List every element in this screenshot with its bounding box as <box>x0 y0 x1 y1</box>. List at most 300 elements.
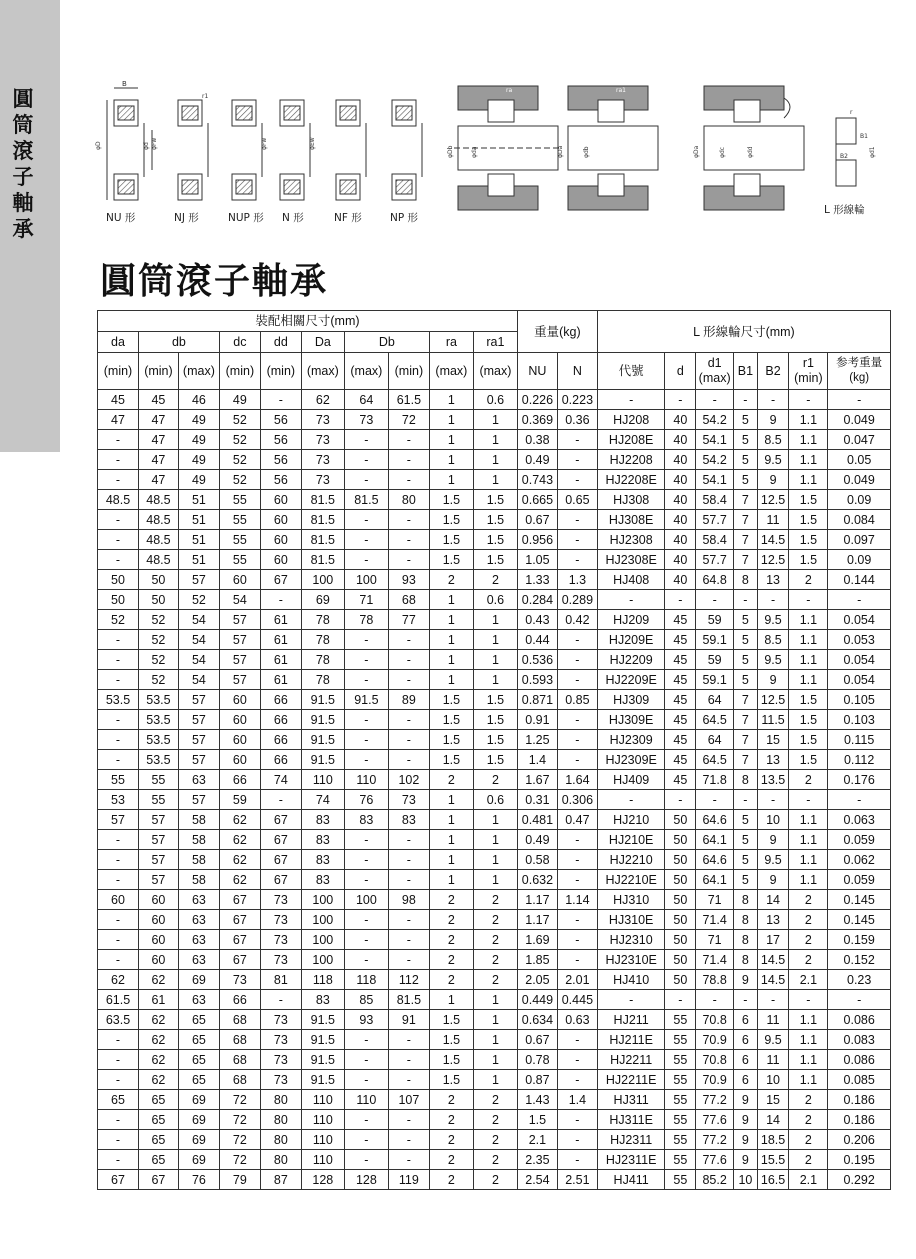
table-cell: 66 <box>260 710 301 730</box>
table-cell: 1.5 <box>429 750 473 770</box>
table-cell: - <box>757 390 789 410</box>
table-row <box>98 530 891 550</box>
table-cell: - <box>557 1110 597 1130</box>
table-cell: 57 <box>178 570 219 590</box>
table-cell: 0.085 <box>828 1070 891 1090</box>
table-cell: 54 <box>178 630 219 650</box>
table-cell: 60 <box>260 550 301 570</box>
table-cell: - <box>789 990 828 1010</box>
table-cell: 2.54 <box>517 1170 557 1190</box>
table-cell: 1.1 <box>789 1070 828 1090</box>
table-cell: 67 <box>260 570 301 590</box>
table-cell: 64.5 <box>696 710 734 730</box>
table-cell: 1.5 <box>517 1110 557 1130</box>
table-cell: 65 <box>178 1070 219 1090</box>
table-row <box>98 630 891 650</box>
table-cell: 1.5 <box>429 510 473 530</box>
table-cell: 1.5 <box>429 1050 473 1070</box>
table-cell: 60 <box>219 730 260 750</box>
table-cell: 93 <box>388 570 429 590</box>
table-cell: 58.4 <box>696 530 734 550</box>
table-cell: - <box>388 930 429 950</box>
table-cell: - <box>344 650 388 670</box>
label-d1: φd1 <box>869 146 876 158</box>
table-cell: 72 <box>388 410 429 430</box>
table-cell: - <box>665 590 696 610</box>
table-cell: 69 <box>178 1090 219 1110</box>
table-cell: - <box>557 670 597 690</box>
table-cell: 13 <box>757 750 789 770</box>
table-cell: 1.67 <box>517 770 557 790</box>
table-cell: 110 <box>301 1090 344 1110</box>
table-cell: 83 <box>301 830 344 850</box>
table-cell: 56 <box>260 410 301 430</box>
caption-nf: NF 形 <box>334 212 362 224</box>
table-cell: 71.8 <box>696 770 734 790</box>
table-cell: 81.5 <box>301 510 344 530</box>
table-cell: - <box>98 470 139 490</box>
table-cell: 62 <box>138 1030 178 1050</box>
table-cell: HJ2311E <box>597 1150 665 1170</box>
table-cell: 1.5 <box>429 1030 473 1050</box>
table-cell: 1.5 <box>429 530 473 550</box>
table-cell: HJ2308 <box>597 530 665 550</box>
table-cell: 78.8 <box>696 970 734 990</box>
table-cell: 100 <box>301 910 344 930</box>
table-cell: 0.223 <box>557 390 597 410</box>
table-cell: - <box>696 590 734 610</box>
table-cell: HJ2209 <box>597 650 665 670</box>
table-cell: 1 <box>429 430 473 450</box>
table-cell: 69 <box>301 590 344 610</box>
table-cell: 7 <box>734 690 758 710</box>
table-cell: - <box>597 790 665 810</box>
table-row <box>98 870 891 890</box>
table-cell: HJ411 <box>597 1170 665 1190</box>
table-cell: 50 <box>665 970 696 990</box>
table-cell: 9 <box>757 830 789 850</box>
label-db: φdb <box>583 146 590 158</box>
table-row <box>98 650 891 670</box>
label-Da-2: φDa <box>693 145 700 158</box>
table-cell: 112 <box>388 970 429 990</box>
table-cell: 8 <box>734 930 758 950</box>
table-cell: 85.2 <box>696 1170 734 1190</box>
table-cell: 58 <box>178 830 219 850</box>
table-cell: 1 <box>429 590 473 610</box>
table-cell: 76 <box>344 790 388 810</box>
table-cell: 1 <box>429 990 473 1010</box>
table-cell: 54 <box>178 610 219 630</box>
table-cell: 0.536 <box>517 650 557 670</box>
table-cell: - <box>344 710 388 730</box>
table-cell: 0.956 <box>517 530 557 550</box>
table-cell: 0.306 <box>557 790 597 810</box>
table-cell: 54.2 <box>696 450 734 470</box>
table-cell: 8 <box>734 570 758 590</box>
table-cell: 81 <box>260 970 301 990</box>
table-cell: - <box>344 870 388 890</box>
table-cell: 0.145 <box>828 910 891 930</box>
table-cell: HJ208 <box>597 410 665 430</box>
table-cell: 0.67 <box>517 510 557 530</box>
table-cell: 83 <box>344 810 388 830</box>
table-cell: 2 <box>789 1150 828 1170</box>
table-row <box>98 970 891 990</box>
table-cell: 71.4 <box>696 910 734 930</box>
nj-type-drawing <box>178 100 208 200</box>
table-cell: 81.5 <box>388 990 429 1010</box>
table-cell: HJ408 <box>597 570 665 590</box>
table-cell: - <box>98 830 139 850</box>
table-cell: 57 <box>138 830 178 850</box>
table-cell: 0.292 <box>828 1170 891 1190</box>
limit-max: (max) <box>178 353 219 390</box>
table-cell: - <box>557 930 597 950</box>
table-cell: 2 <box>429 970 473 990</box>
table-cell: 1.5 <box>789 750 828 770</box>
table-cell: 11 <box>757 1010 789 1030</box>
table-cell: 8.5 <box>757 430 789 450</box>
table-cell: 57 <box>98 810 139 830</box>
table-cell: 61 <box>138 990 178 1010</box>
table-cell: - <box>98 910 139 930</box>
table-cell: 45 <box>665 710 696 730</box>
table-cell: 1.5 <box>789 530 828 550</box>
table-cell: 52 <box>138 630 178 650</box>
table-cell: 0.593 <box>517 670 557 690</box>
table-cell: 128 <box>301 1170 344 1190</box>
table-cell: 2 <box>473 910 517 930</box>
table-cell: 8.5 <box>757 630 789 650</box>
page-title: 圓筒滾子軸承 <box>100 261 329 302</box>
col-ref-weight-unit: (kg) <box>849 372 870 384</box>
table-cell: 12.5 <box>757 490 789 510</box>
table-cell: - <box>388 1070 429 1090</box>
table-cell: 1.1 <box>789 450 828 470</box>
table-cell: HJ210E <box>597 830 665 850</box>
table-cell: - <box>260 790 301 810</box>
table-cell: - <box>344 1110 388 1130</box>
table-cell: 80 <box>260 1130 301 1150</box>
table-cell: - <box>344 550 388 570</box>
label-ra1: ra1 <box>616 87 626 94</box>
table-cell: 52 <box>138 670 178 690</box>
table-cell: 14.5 <box>757 530 789 550</box>
table-cell: 1.33 <box>517 570 557 590</box>
table-cell: 9 <box>734 1090 758 1110</box>
table-cell: 1.3 <box>557 570 597 590</box>
table-cell: 0.43 <box>517 610 557 630</box>
table-cell: 0.049 <box>828 470 891 490</box>
table-cell: 5 <box>734 470 758 490</box>
table-cell: 57 <box>219 610 260 630</box>
table-cell: 70.9 <box>696 1070 734 1090</box>
table-cell: - <box>388 470 429 490</box>
table-cell: HJ209E <box>597 630 665 650</box>
table-cell: - <box>388 1030 429 1050</box>
table-row <box>98 1130 891 1150</box>
table-cell: 80 <box>388 490 429 510</box>
table-cell: 53.5 <box>138 690 178 710</box>
col-B1: B1 <box>734 353 758 390</box>
table-cell: 67 <box>260 870 301 890</box>
table-row <box>98 590 891 610</box>
table-cell: 53 <box>98 790 139 810</box>
table-cell: 2 <box>473 570 517 590</box>
table-cell: 77.6 <box>696 1110 734 1130</box>
table-cell: 7 <box>734 710 758 730</box>
table-cell: 1.1 <box>789 1030 828 1050</box>
label-Db: φDb <box>447 145 454 158</box>
table-cell: 119 <box>388 1170 429 1190</box>
table-cell: 67 <box>219 950 260 970</box>
bearing-diagrams <box>92 78 902 228</box>
table-cell: 0.38 <box>517 430 557 450</box>
table-cell: 2 <box>789 890 828 910</box>
table-cell: 55 <box>98 770 139 790</box>
table-cell: - <box>388 830 429 850</box>
table-row <box>98 1170 891 1190</box>
table-cell: 13 <box>757 910 789 930</box>
table-cell: - <box>557 470 597 490</box>
table-cell: 52 <box>219 450 260 470</box>
table-cell: 8 <box>734 910 758 930</box>
table-cell: 63 <box>178 910 219 930</box>
table-cell: 45 <box>138 390 178 410</box>
table-cell: 57.7 <box>696 510 734 530</box>
label-r1: r1 <box>202 93 209 100</box>
table-cell: - <box>98 730 139 750</box>
table-cell: 2 <box>429 1170 473 1190</box>
table-cell: 60 <box>260 490 301 510</box>
table-cell: 64.1 <box>696 870 734 890</box>
table-cell: 50 <box>98 590 139 610</box>
col-N: N <box>557 353 597 390</box>
table-cell: 47 <box>98 410 139 430</box>
table-row <box>98 750 891 770</box>
table-cell: - <box>757 790 789 810</box>
table-cell: HJ2211 <box>597 1050 665 1070</box>
caption-nu: NU 形 <box>106 212 136 224</box>
table-cell: - <box>388 1050 429 1070</box>
table-cell: 48.5 <box>98 490 139 510</box>
col-Da: Da <box>301 332 344 353</box>
table-cell: 45 <box>665 730 696 750</box>
table-row <box>98 890 891 910</box>
table-cell: 65 <box>178 1050 219 1070</box>
table-row <box>98 610 891 630</box>
table-cell: 77 <box>388 610 429 630</box>
table-cell: 0.097 <box>828 530 891 550</box>
table-cell: 63 <box>178 890 219 910</box>
table-cell: - <box>388 530 429 550</box>
table-cell: - <box>388 850 429 870</box>
table-cell: 1 <box>473 810 517 830</box>
table-cell: 0.105 <box>828 690 891 710</box>
col-dc: dc <box>219 332 260 353</box>
table-cell: - <box>98 530 139 550</box>
table-cell: 0.063 <box>828 810 891 830</box>
table-cell: 52 <box>219 430 260 450</box>
table-cell: 60 <box>219 710 260 730</box>
table-cell: 2 <box>473 890 517 910</box>
table-cell: 64.5 <box>696 750 734 770</box>
nf-type-drawing <box>336 100 366 200</box>
table-cell: 0.6 <box>473 790 517 810</box>
table-cell: 1.1 <box>789 1010 828 1030</box>
table-cell: 100 <box>301 950 344 970</box>
table-cell: 61.5 <box>388 390 429 410</box>
table-cell: 57 <box>178 750 219 770</box>
table-row <box>98 710 891 730</box>
label-Ew: φEw <box>309 137 316 150</box>
table-cell: - <box>757 590 789 610</box>
table-cell: - <box>828 990 891 1010</box>
table-cell: 57.7 <box>696 550 734 570</box>
table-row <box>98 770 891 790</box>
table-cell: 1 <box>473 630 517 650</box>
table-cell: 67 <box>219 890 260 910</box>
table-cell: - <box>557 1070 597 1090</box>
table-cell: 2 <box>789 950 828 970</box>
table-cell: 40 <box>665 470 696 490</box>
table-cell: 62 <box>138 1070 178 1090</box>
table-cell: 83 <box>301 870 344 890</box>
table-cell: 5 <box>734 850 758 870</box>
table-cell: 91.5 <box>301 1010 344 1030</box>
table-cell: 1.17 <box>517 890 557 910</box>
table-cell: 54.1 <box>696 470 734 490</box>
table-cell: - <box>344 630 388 650</box>
col-dd: dd <box>260 332 301 353</box>
table-cell: 2 <box>789 1110 828 1130</box>
table-cell: 2 <box>473 1090 517 1110</box>
table-cell: 48.5 <box>138 490 178 510</box>
table-row <box>98 690 891 710</box>
table-cell: HJ310E <box>597 910 665 930</box>
table-cell: 64 <box>696 690 734 710</box>
table-cell: 62 <box>219 870 260 890</box>
table-row <box>98 410 891 430</box>
table-cell: 1.1 <box>789 1050 828 1070</box>
table-cell: 1 <box>429 810 473 830</box>
table-cell: 102 <box>388 770 429 790</box>
table-cell: - <box>388 430 429 450</box>
table-cell: 1.5 <box>789 510 828 530</box>
table-cell: - <box>828 790 891 810</box>
table-cell: 16.5 <box>757 1170 789 1190</box>
table-cell: 57 <box>138 850 178 870</box>
table-cell: 100 <box>301 930 344 950</box>
table-cell: - <box>344 430 388 450</box>
table-cell: 76 <box>178 1170 219 1190</box>
col-ra1: ra1 <box>473 332 517 353</box>
table-cell: 52 <box>138 610 178 630</box>
caption-nj: NJ 形 <box>174 212 199 224</box>
table-cell: 1.5 <box>473 490 517 510</box>
table-cell: 0.103 <box>828 710 891 730</box>
table-cell: 83 <box>388 810 429 830</box>
table-cell: - <box>696 390 734 410</box>
table-cell: 9.5 <box>757 650 789 670</box>
table-cell: 62 <box>219 850 260 870</box>
table-cell: 78 <box>301 610 344 630</box>
table-cell: 73 <box>344 410 388 430</box>
table-cell: 1 <box>473 470 517 490</box>
table-cell: HJ2309 <box>597 730 665 750</box>
table-cell: - <box>98 1070 139 1090</box>
table-cell: 67 <box>219 930 260 950</box>
table-cell: 9 <box>757 670 789 690</box>
table-cell: HJ2210 <box>597 850 665 870</box>
limit-min: (min) <box>219 353 260 390</box>
table-cell: 80 <box>260 1090 301 1110</box>
table-cell: 57 <box>138 870 178 890</box>
table-cell: - <box>98 950 139 970</box>
table-cell: 65 <box>178 1010 219 1030</box>
table-cell: 0.05 <box>828 450 891 470</box>
table-cell: 68 <box>219 1030 260 1050</box>
table-cell: 1 <box>429 830 473 850</box>
table-cell: 1 <box>473 1070 517 1090</box>
table-cell: 110 <box>344 770 388 790</box>
table-cell: 71 <box>696 890 734 910</box>
table-cell: 56 <box>260 450 301 470</box>
table-cell: HJ311E <box>597 1110 665 1130</box>
table-cell: 45 <box>665 670 696 690</box>
table-row <box>98 810 891 830</box>
table-cell: 78 <box>301 630 344 650</box>
table-cell: 65 <box>138 1150 178 1170</box>
table-cell: 1.1 <box>789 850 828 870</box>
table-cell: 65 <box>178 1030 219 1050</box>
table-cell: 64 <box>696 730 734 750</box>
table-cell: 45 <box>665 770 696 790</box>
table-cell: 14 <box>757 1110 789 1130</box>
limit-min: (min) <box>138 353 178 390</box>
table-cell: 60 <box>219 690 260 710</box>
table-cell: 13 <box>757 570 789 590</box>
table-row <box>98 570 891 590</box>
table-cell: 91.5 <box>344 690 388 710</box>
label-dd: φdd <box>747 146 754 158</box>
table-cell: 0.112 <box>828 750 891 770</box>
table-cell: 1.17 <box>517 910 557 930</box>
table-cell: 71 <box>696 930 734 950</box>
table-cell: HJ2310E <box>597 950 665 970</box>
table-row <box>98 1010 891 1030</box>
table-cell: HJ2310 <box>597 930 665 950</box>
table-cell: 2 <box>429 770 473 790</box>
table-cell: 1.5 <box>789 690 828 710</box>
table-cell: - <box>734 990 758 1010</box>
label-B1: B1 <box>860 133 868 140</box>
col-NU: NU <box>517 353 557 390</box>
table-cell: 40 <box>665 430 696 450</box>
table-cell: 1.5 <box>473 510 517 530</box>
table-cell: 7 <box>734 510 758 530</box>
table-cell: 110 <box>344 1090 388 1110</box>
table-cell: 66 <box>219 770 260 790</box>
table-cell: 0.084 <box>828 510 891 530</box>
table-cell: 2.35 <box>517 1150 557 1170</box>
table-row <box>98 470 891 490</box>
table-cell: 7 <box>734 550 758 570</box>
table-cell: 51 <box>178 550 219 570</box>
table-cell: 68 <box>219 1070 260 1090</box>
table-cell: 17 <box>757 930 789 950</box>
